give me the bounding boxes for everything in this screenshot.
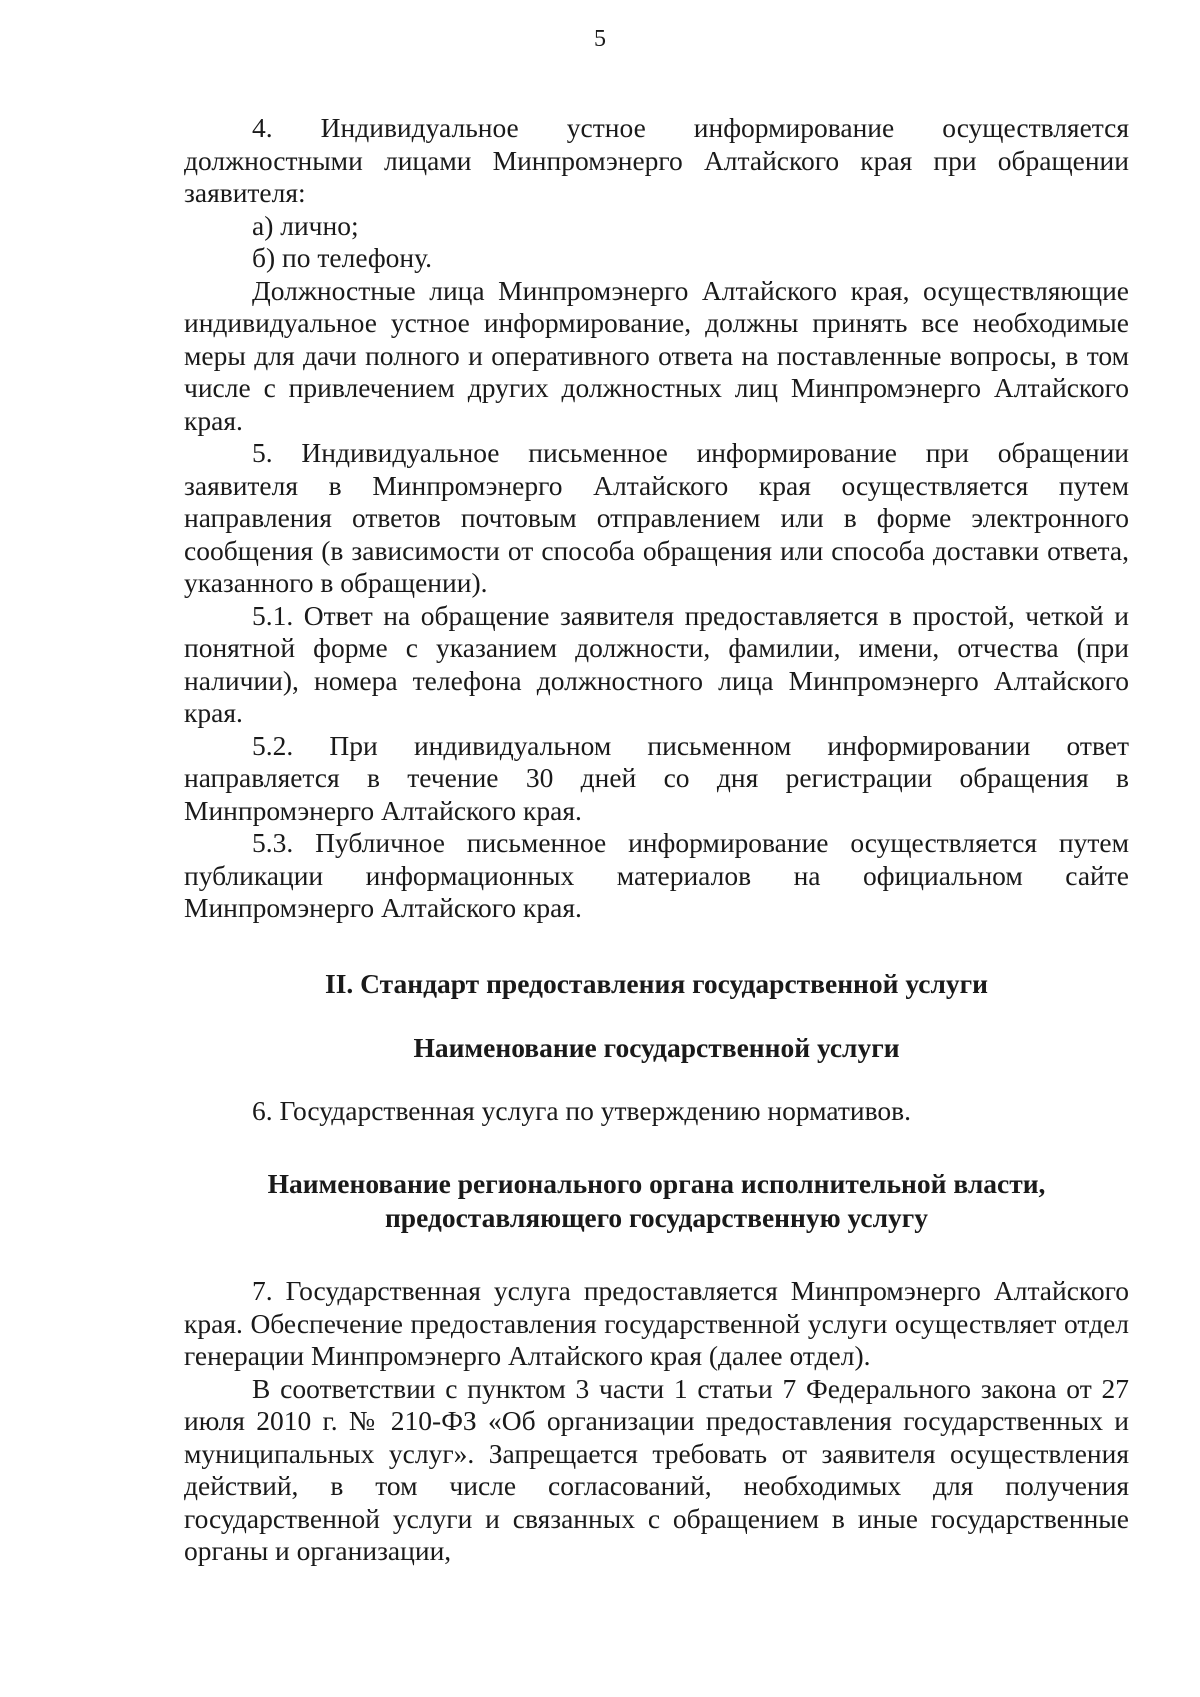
paragraph-4: 4. Индивидуальное устное информирование осуществляется должностными лицами Минпромэнерго Алтайского края при обращении заявителя: xyxy=(184,112,1129,208)
list-item-b: б) по телефону. xyxy=(252,242,433,273)
paragraph-federal-law: В соответствии с пунктом 3 части 1 статьи 7 Федерального закона от 27 июля 2010 г. № 210-ФЗ «Об организации предоставления государственных и муниципальных услуг». Запрещается требовать от заявителя осуществления действий, в том числе согласований, необходимых для получения государственной услуги и связанных с обращением в иные государственные органы и организации, xyxy=(184,1372,1129,1566)
paragraph-5-1: 5.1. Ответ на обращение заявителя предоставляется в простой, четкой и понятной форме с указанием должности, фамилии, имени, отчества (при наличии), номера телефона должностного лица Минпромэнерго Алтайского края. xyxy=(184,599,1129,728)
list-item-a: а) лично; xyxy=(252,209,359,241)
subheading-authority-line1: Наименование регионального органа исполнительной власти, xyxy=(267,1168,1046,1199)
subheading-authority-line2: предоставляющего государственную услугу xyxy=(384,1202,929,1233)
section-heading: II. Стандарт предоставления государственной услуги xyxy=(325,967,988,999)
document-body xyxy=(184,112,1129,1568)
paragraph-5-3: 5.3. Публичное письменное информирование осуществляется путем публикации информационных материалов на официальном сайте Минпромэнерго Алтайского края. xyxy=(184,827,1129,923)
paragraph-officials: Должностные лица Минпромэнерго Алтайского края, осуществляющие индивидуальное устное информирование, должны принять все необходимые меры для дачи полного и оперативного ответа на поставленные вопросы, в том числе с привлечением других должностных лиц Минпромэнерго Алтайского края. xyxy=(184,274,1129,436)
subheading-service-name: Наименование государственной услуги xyxy=(413,1031,900,1063)
paragraph-6: 6. Государственная услуга по утверждению нормативов. xyxy=(252,1094,912,1126)
paragraph-7: 7. Государственная услуга предоставляется Минпромэнерго Алтайского края. Обеспечение предоставления государственной услуги осуществляет отдел генерации Минпромэнерго Алтайского края (далее отдел). xyxy=(184,1275,1129,1371)
paragraph-5-2: 5.2. При индивидуальном письменном информировании ответ направляется в течение 30 дней со дня регистрации обращения в Минпромэнерго Алтайского края. xyxy=(184,729,1129,826)
paragraph-5: 5. Индивидуальное письменное информирование при обращении заявителя в Минпромэнерго Алтайского края осуществляется путем направления ответов почтовым отправлением или в форме электронного сообщения (в зависимости от способа обращения или способа доставки ответа, указанного в обращении). xyxy=(184,437,1129,598)
page-number: 5 xyxy=(594,26,606,52)
subheading-authority xyxy=(184,1167,1129,1235)
